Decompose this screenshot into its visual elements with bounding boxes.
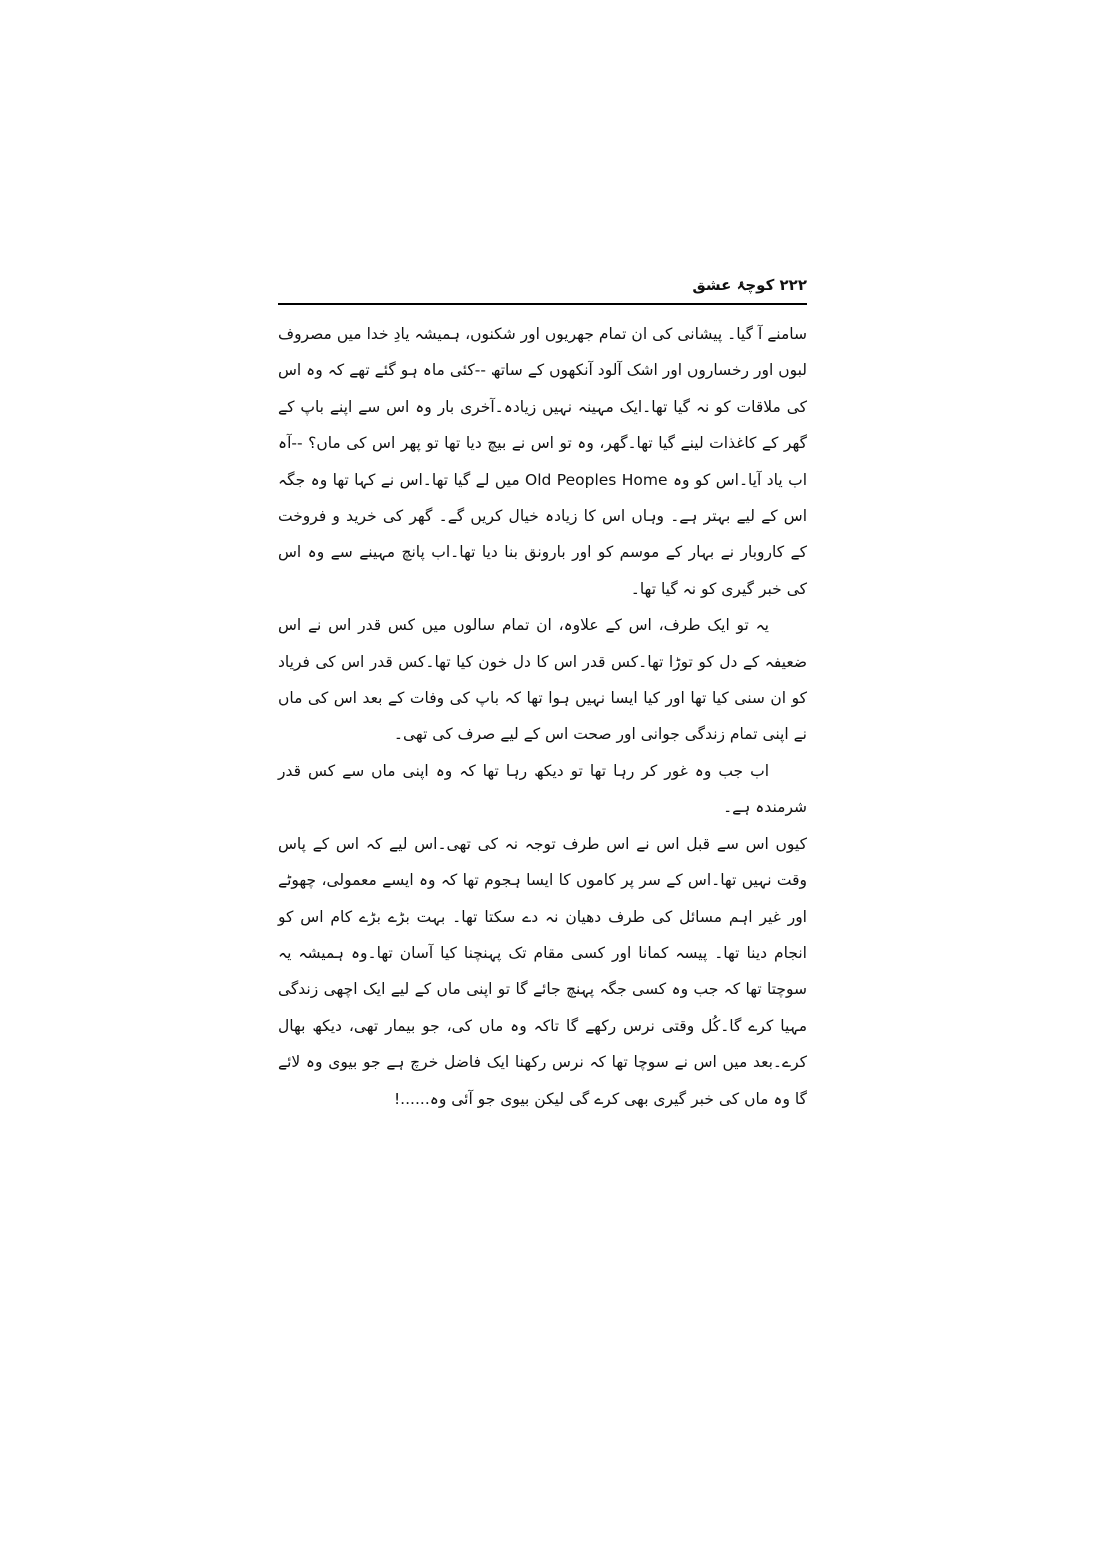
- page-header: [278, 276, 807, 304]
- paragraph-3: اب جب وہ غور کر رہا تھا تو دیکھ رہا تھا کہ وہ اپنی ماں سے کس قدر شرمندہ ہے۔: [278, 761, 807, 817]
- paragraph-2: یہ تو ایک طرف، اس کے علاوہ، ان تمام سالوں میں کس قدر اس نے اس ضعیفہ کے دل کو توڑا تھا۔کس قدر اس کا دل خون کیا تھا۔کس قدر اس کی فریاد کو ان سنی کیا تھا اور کیا ایسا نہیں ہوا تھا کہ باپ کی وفات کے بعد اس کی ماں نے اپنی تمام زندگی جوانی اور صحت اس کے لیے صرف کی تھی۔: [278, 616, 807, 744]
- header-rule: [278, 303, 807, 305]
- paragraph-4: کیوں اس سے قبل اس نے اس طرف توجہ نہ کی تھی۔اس لیے کہ اس کے پاس وقت نہیں تھا۔اس کے سر پر کاموں کا ایسا ہجوم تھا کہ وہ ایسے معمولی، چھوٹے اور غیر اہم مسائل کی طرف دھیان نہ دے سکتا تھا۔ بہت بڑے بڑے کام اس کو انجام دینا تھا۔ پیسہ کمانا اور کسی مقام تک پہنچنا کیا آسان تھا۔وہ ہمیشہ یہ سوچتا تھا کہ جب وہ کسی جگہ پہنچ جائے گا تو اپنی ماں کے لیے ایک اچھی زندگی مہیا کرے گا۔کُل وقتی نرس رکھے گا تاکہ وہ ماں کی، جو بیمار تھی، دیکھ بھال کرے۔بعد میں اس نے سوچا تھا کہ نرس رکھنا ایک فاضل خرچ ہے جو بیوی وہ لائے گا وہ ماں کی خبر گیری بھی کرے گی لیکن بیوی جو آئی وہ......!: [278, 834, 807, 1108]
- body-text: [278, 316, 807, 1117]
- page-number-and-book-title: ۲۲۲ کوچۂ عشق: [692, 276, 807, 294]
- paragraph-1: سامنے آ گیا۔ پیشانی کی ان تمام جھریوں اور شکنوں، ہمیشہ یادِ خدا میں مصروف لبوں اور رخساروں اور اشک آلود آنکھوں کے ساتھ --کئی ماہ ہو گئے تھے کہ وہ اس کی ملاقات کو نہ گیا تھا۔ایک مہینہ نہیں زیادہ۔آخری بار وہ اس سے اپنے باپ کے گھر کے کاغذات لینے گیا تھا۔گھر، وہ تو اس نے بیچ دیا تھا تو پھر اس کی ماں؟ --آہ اب یاد آیا۔اس کو وہ Old Peoples Home میں لے گیا تھا۔اس نے کہا تھا وہ جگہ اس کے لیے بہتر ہے۔ وہاں اس کا زیادہ خیال کریں گے۔ گھر کی خرید و فروخت کے کاروبار نے بہار کے موسم کو اور بارونق بنا دیا تھا۔اب پانچ مہینے سے وہ اس کی خبر گیری کو نہ گیا تھا۔: [278, 325, 808, 598]
